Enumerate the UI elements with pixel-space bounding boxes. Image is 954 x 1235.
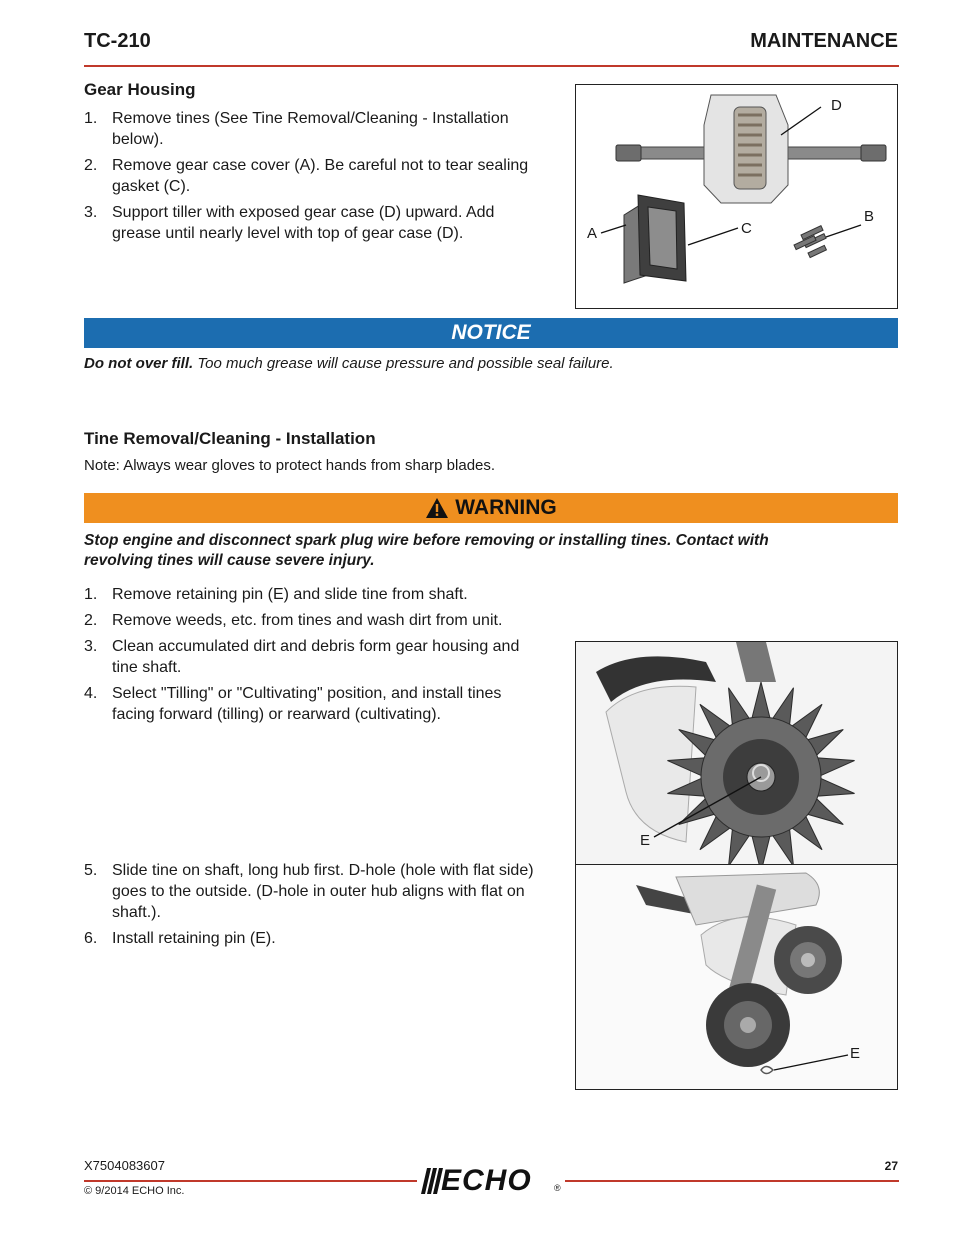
tine-closeup-figure — [575, 641, 898, 865]
echo-logo — [421, 1166, 563, 1198]
tine-closeup-illustration — [576, 642, 897, 864]
warning-text: Stop engine and disconnect spark plug wire before removing or installing tines. Contact with revolving tines will cause severe injury. — [84, 532, 769, 569]
copyright: © 9/2014 ECHO Inc. — [84, 1185, 185, 1197]
footer-rule-left — [84, 1180, 417, 1182]
warning-banner — [84, 493, 898, 523]
gear-housing-figure — [575, 84, 898, 309]
registered-mark: ® — [554, 1183, 561, 1193]
callout-b: B — [864, 208, 875, 225]
notice-body: Too much grease will cause pressure and possible seal failure. — [193, 355, 614, 372]
part-number: X7504083607 — [84, 1158, 165, 1173]
gear-housing-heading: Gear Housing — [84, 80, 196, 99]
callout-e-assembly: E — [850, 1045, 861, 1062]
tine-assembly-figure — [575, 864, 898, 1090]
tine-assembly-illustration — [576, 865, 897, 1089]
echo-logo-text: ECHO — [441, 1164, 532, 1197]
gear-housing-steps: 1. Remove tines (See Tine Removal/Cleaning - Installation below). 2. Remove gear case cover (A). Be careful not to tear sealing gasket (C). 3. Support tiller with exposed gear case (D) upward. Add grease until nearly level with top of gear case (D). — [84, 110, 529, 242]
tine-note: Note: Always wear gloves to protect hands from sharp blades. — [84, 457, 496, 474]
callout-c: C — [741, 220, 752, 237]
header-rule — [84, 65, 899, 67]
tine-steps-group-1: 1. Remove retaining pin (E) and slide tine from shaft. 2. Remove weeds, etc. from tines and wash dirt from unit. 3. Clean accumulated dirt and debris form gear housing and tine shaft. 4. Select "Tilling" or "Cultivating" position, and install tines facing forward (tilling) or rearward (cultivating). — [84, 586, 520, 723]
page-number: 27 — [884, 1159, 898, 1173]
notice-emphasis: Do not over fill. — [84, 355, 194, 372]
warning-label: WARNING — [455, 496, 557, 519]
callout-a: A — [587, 225, 598, 242]
section-title: MAINTENANCE — [750, 30, 898, 52]
callout-d: D — [831, 97, 842, 114]
footer-rule-right — [565, 1180, 899, 1182]
callout-e-closeup: E — [640, 832, 651, 849]
tine-steps-group-2: 5. Slide tine on shaft, long hub first. D-hole (hole with flat side) goes to the outside. (D-hole in outer hub aligns with flat on shaft.). 6. Install retaining pin (E). — [84, 862, 534, 947]
tine-removal-heading: Tine Removal/Cleaning - Installation — [84, 429, 376, 448]
notice-banner: NOTICE — [84, 318, 898, 348]
notice-text — [84, 355, 614, 372]
document-model: TC-210 — [84, 30, 151, 52]
gear-housing-illustration — [576, 85, 897, 308]
warning-triangle-icon — [425, 497, 449, 519]
